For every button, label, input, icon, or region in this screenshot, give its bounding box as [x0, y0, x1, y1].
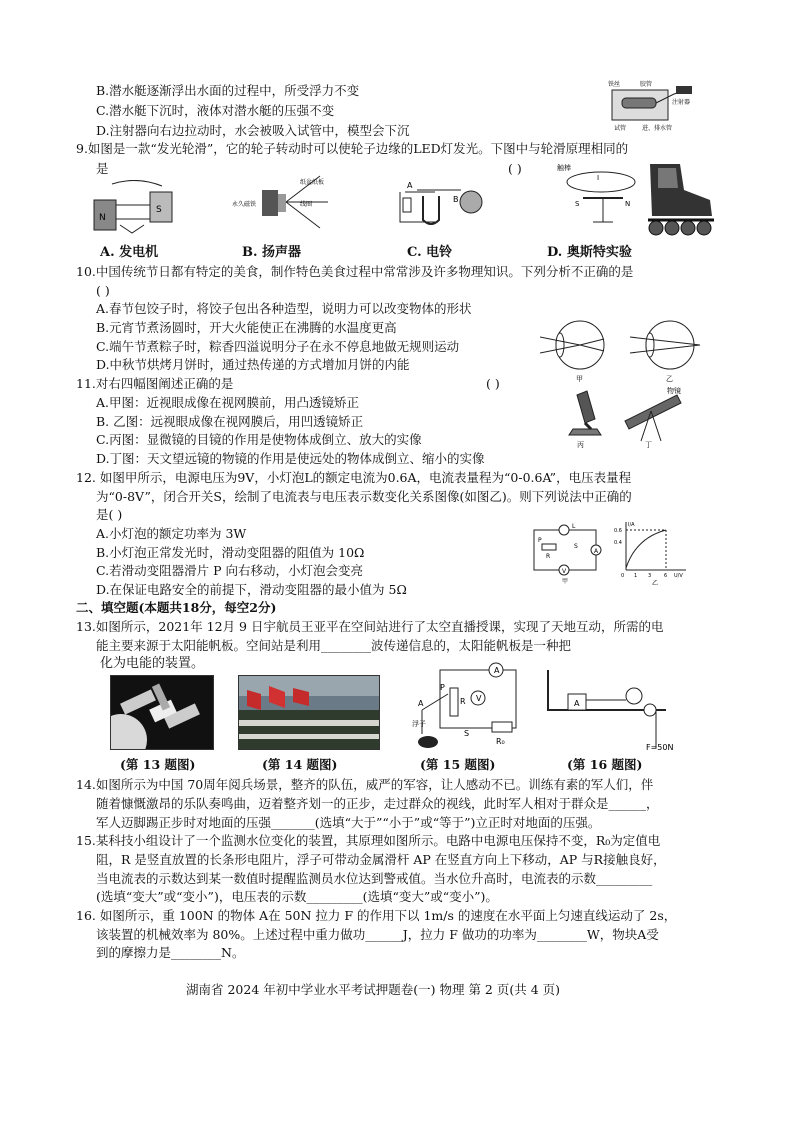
svg-text:0: 0	[621, 573, 625, 579]
q15-stem-1: 15.某科技小组设计了一个监测水位变化的装置，其原理如图所示。电路中电源电压保持不变，R₀为定值电	[76, 833, 661, 848]
svg-text:丁: 丁	[645, 441, 652, 449]
fig13-caption: (第 13 题图)	[120, 757, 196, 772]
electric-bell-figure	[395, 172, 495, 232]
oersted-figure	[553, 160, 643, 230]
q12-stem-2: 为“0-8V”，闭合开关S，绘制了电流表与电压表示数变化关系图像(如图乙)。则下列说法中正确的	[96, 489, 632, 504]
space-station-photo	[110, 675, 214, 750]
q16-stem-1: 16. 如图所示，重 100N 的物体 A在 50N 拉力 F 的作用下以 1m/s 的速度在水平面上匀速直线运动了 2s，	[76, 908, 677, 923]
svg-text:S: S	[574, 543, 578, 550]
svg-text:铁丝: 铁丝	[608, 81, 621, 88]
svg-text:1: 1	[634, 573, 638, 579]
svg-text:甲: 甲	[576, 375, 583, 383]
svg-text:丙: 丙	[577, 441, 584, 449]
svg-text:V: V	[562, 568, 567, 575]
svg-text:I: I	[597, 174, 600, 182]
submarine-model-figure	[606, 76, 696, 134]
microscope-telescope-figure	[555, 385, 705, 450]
section-2-heading: 二、填空题(本题共18分，每空2分)	[76, 600, 277, 615]
q14-stem-3: 军人迈脚踢正步时对地面的压强_______(选填“大于”“小于”或“等于”)立正时对地面的压强。	[96, 815, 601, 830]
q12-iu-graph	[612, 518, 692, 586]
q10-option-d: D.中秋节烘烤月饼时，通过热传递的方式增加月饼的内能	[96, 357, 410, 372]
eye-diagrams-figure	[540, 315, 715, 383]
q10-option-a: A.春节包饺子时，将饺子包出各种造型，说明力可以改变物体的形状	[96, 301, 472, 316]
svg-text:L: L	[572, 523, 576, 530]
svg-text:A: A	[574, 699, 580, 708]
svg-text:B: B	[453, 195, 459, 204]
svg-text:永久磁铁: 永久磁铁	[232, 201, 257, 208]
page-footer: 湖南省 2024 年初中学业水平考试押题卷(一) 物理 第 2 页(共 4 页)	[186, 982, 561, 997]
q12-option-d: D.在保证电路安全的前提下，滑动变阻器的最小值为 5Ω	[96, 582, 407, 597]
q12-option-c: C.若滑动变阻器滑片 P 向右移动，小灯泡会变亮	[96, 563, 363, 578]
svg-text:纸盆纸板: 纸盆纸板	[300, 179, 325, 186]
q12-option-a: A.小灯泡的额定功率为 3W	[96, 526, 247, 541]
q12-stem-3: 是( )	[96, 507, 123, 522]
svg-text:A: A	[594, 548, 599, 555]
svg-text:A: A	[418, 699, 424, 708]
svg-text:A: A	[494, 666, 500, 675]
q11-option-a: A.甲图：近视眼成像在视网膜前，用凸透镜矫正	[96, 395, 360, 410]
svg-text:0.4: 0.4	[614, 540, 622, 546]
svg-text:甲: 甲	[562, 578, 569, 584]
svg-text:N: N	[625, 200, 631, 208]
q9-option-d: D. 奥斯特实验	[547, 245, 632, 260]
svg-text:浮子: 浮子	[412, 720, 426, 728]
water-level-circuit-figure	[412, 660, 532, 752]
svg-text:0.6: 0.6	[614, 528, 622, 534]
q8-option-c: C.潜水艇下沉时，液体对潜水艇的压强不变	[96, 103, 335, 118]
q8-option-b: B.潜水艇逐渐浮出水面的过程中，所受浮力不变	[96, 83, 360, 98]
svg-text:6: 6	[664, 573, 668, 579]
svg-text:U/V: U/V	[674, 573, 683, 579]
pulley-figure	[546, 670, 686, 752]
q15-stem-2: 阻，R 是竖直放置的长条形电阻片，浮子可带动金属滑杆 AP 在竖直方向上下移动，AP 与R接触良好，	[96, 852, 666, 867]
svg-text:S: S	[464, 729, 470, 738]
q12-circuit-figure	[528, 522, 608, 584]
svg-text:试管: 试管	[614, 125, 627, 132]
svg-text:S: S	[156, 205, 162, 215]
q13-stem-2: 能主要来源于太阳能帆板。空间站是利用________波传递信息的，太阳能帆板是一种把	[96, 638, 572, 653]
svg-text:R₀: R₀	[496, 737, 505, 746]
q8-option-d: D.注射器向右边拉动时，水会被吸入试管中，模型会下沉	[96, 123, 410, 138]
q14-stem-1: 14.如图所示为中国 70周年阅兵场景，整齐的队伍，威严的军容，让人感动不已。训练有素的军人们，伴	[76, 777, 654, 792]
svg-text:乙: 乙	[652, 580, 659, 586]
q11-option-c: C.丙图：显微镜的目镜的作用是使物体成倒立、放大的实像	[96, 432, 422, 447]
q9-option-b: B. 扬声器	[242, 245, 302, 260]
speaker-figure	[230, 172, 340, 232]
svg-text:线圈: 线圈	[300, 201, 313, 208]
q12-option-b: B.小灯泡正常发光时，滑动变阻器的阻值为 10Ω	[96, 545, 365, 560]
military-parade-photo	[238, 675, 380, 750]
svg-text:进、排水管: 进、排水管	[642, 125, 673, 132]
q9-answer-paren: ( )	[508, 161, 522, 176]
q11-paren: ( )	[486, 376, 500, 391]
q15-stem-3: 当电流表的示数达到某一数值时提醒监测员水位达到警戒值。当水位升高时，电流表的示数_________	[96, 871, 653, 886]
fig15-caption: (第 15 题图)	[420, 757, 496, 772]
q11-option-d: D.丁图：天文望远镜的物镜的作用是使远处的物体成倒立、缩小的实像	[96, 451, 485, 466]
svg-text:胶管: 胶管	[640, 81, 653, 88]
q11-stem: 11.对右四幅图阐述正确的是	[76, 376, 234, 391]
svg-text:S: S	[575, 200, 580, 208]
q10-option-b: B.元宵节煮汤圆时，开大火能使正在沸腾的水温度更高	[96, 320, 397, 335]
svg-text:P: P	[538, 537, 542, 544]
q9-stem: 9.如图是一款“发光轮滑”，它的轮子转动时可以使轮子边缘的LED灯发光。下图中与轮滑原理相同的	[76, 141, 629, 156]
q13-stem-3: 化为电能的装置。	[100, 656, 205, 671]
fig14-caption: (第 14 题图)	[262, 757, 338, 772]
q9-option-c: C. 电铃	[407, 245, 453, 260]
q9-option-a: A. 发电机	[100, 245, 159, 260]
inline-skate-figure	[640, 160, 720, 240]
q10-option-c: C.端午节煮粽子时，粽香四溢说明分子在永不停息地做无规则运动	[96, 339, 460, 354]
fig16-caption: (第 16 题图)	[567, 757, 643, 772]
q16-stem-3: 到的摩擦力是________N。	[96, 945, 245, 960]
svg-text:P: P	[440, 683, 445, 692]
q10-stem: 10.中国传统节日都有特定的美食，制作特色美食过程中常常涉及许多物理知识。下列分析不正确的是	[76, 264, 634, 279]
svg-text:乙: 乙	[666, 375, 673, 383]
q11-option-b: B. 乙图：远视眼成像在视网膜后，用凹透镜矫正	[96, 414, 364, 429]
q12-stem-1: 12. 如图甲所示，电源电压为9V，小灯泡L的额定电流为0.6A，电流表量程为“0-0.6A”，电压表量程	[76, 470, 632, 485]
svg-text:R: R	[460, 697, 466, 706]
svg-text:3: 3	[648, 573, 652, 579]
svg-text:触棒: 触棒	[557, 164, 571, 172]
svg-text:I/A: I/A	[628, 522, 635, 528]
svg-text:物镜: 物镜	[667, 387, 681, 395]
q15-stem-4: (选填“变大”或“变小”)，电压表的示数_________(选填“变大”或“变小”)。	[96, 889, 498, 904]
q13-stem-1: 13.如图所示，2021年 12月 9 日宇航员王亚平在空间站进行了太空直播授课，实现了天地互动，所需的电	[76, 619, 664, 634]
generator-figure	[92, 180, 182, 235]
svg-text:注射器: 注射器	[672, 99, 691, 106]
svg-text:N: N	[99, 213, 106, 223]
q16-stem-2: 该装置的机械效率为 80%。上述过程中重力做功______J，拉力 F 做功的功率为________W，物块A受	[96, 927, 659, 942]
svg-text:F=50N: F=50N	[646, 743, 674, 752]
svg-text:R: R	[546, 553, 551, 560]
q10-paren: ( )	[96, 283, 110, 298]
svg-text:A: A	[407, 181, 413, 190]
q14-stem-2: 随着慷慨激昂的乐队奏鸣曲，迈着整齐划一的正步，走过群众的视线，此时军人相对于群众是______，	[96, 796, 659, 811]
q9-stem-end: 是	[96, 161, 109, 176]
svg-text:V: V	[476, 694, 482, 703]
